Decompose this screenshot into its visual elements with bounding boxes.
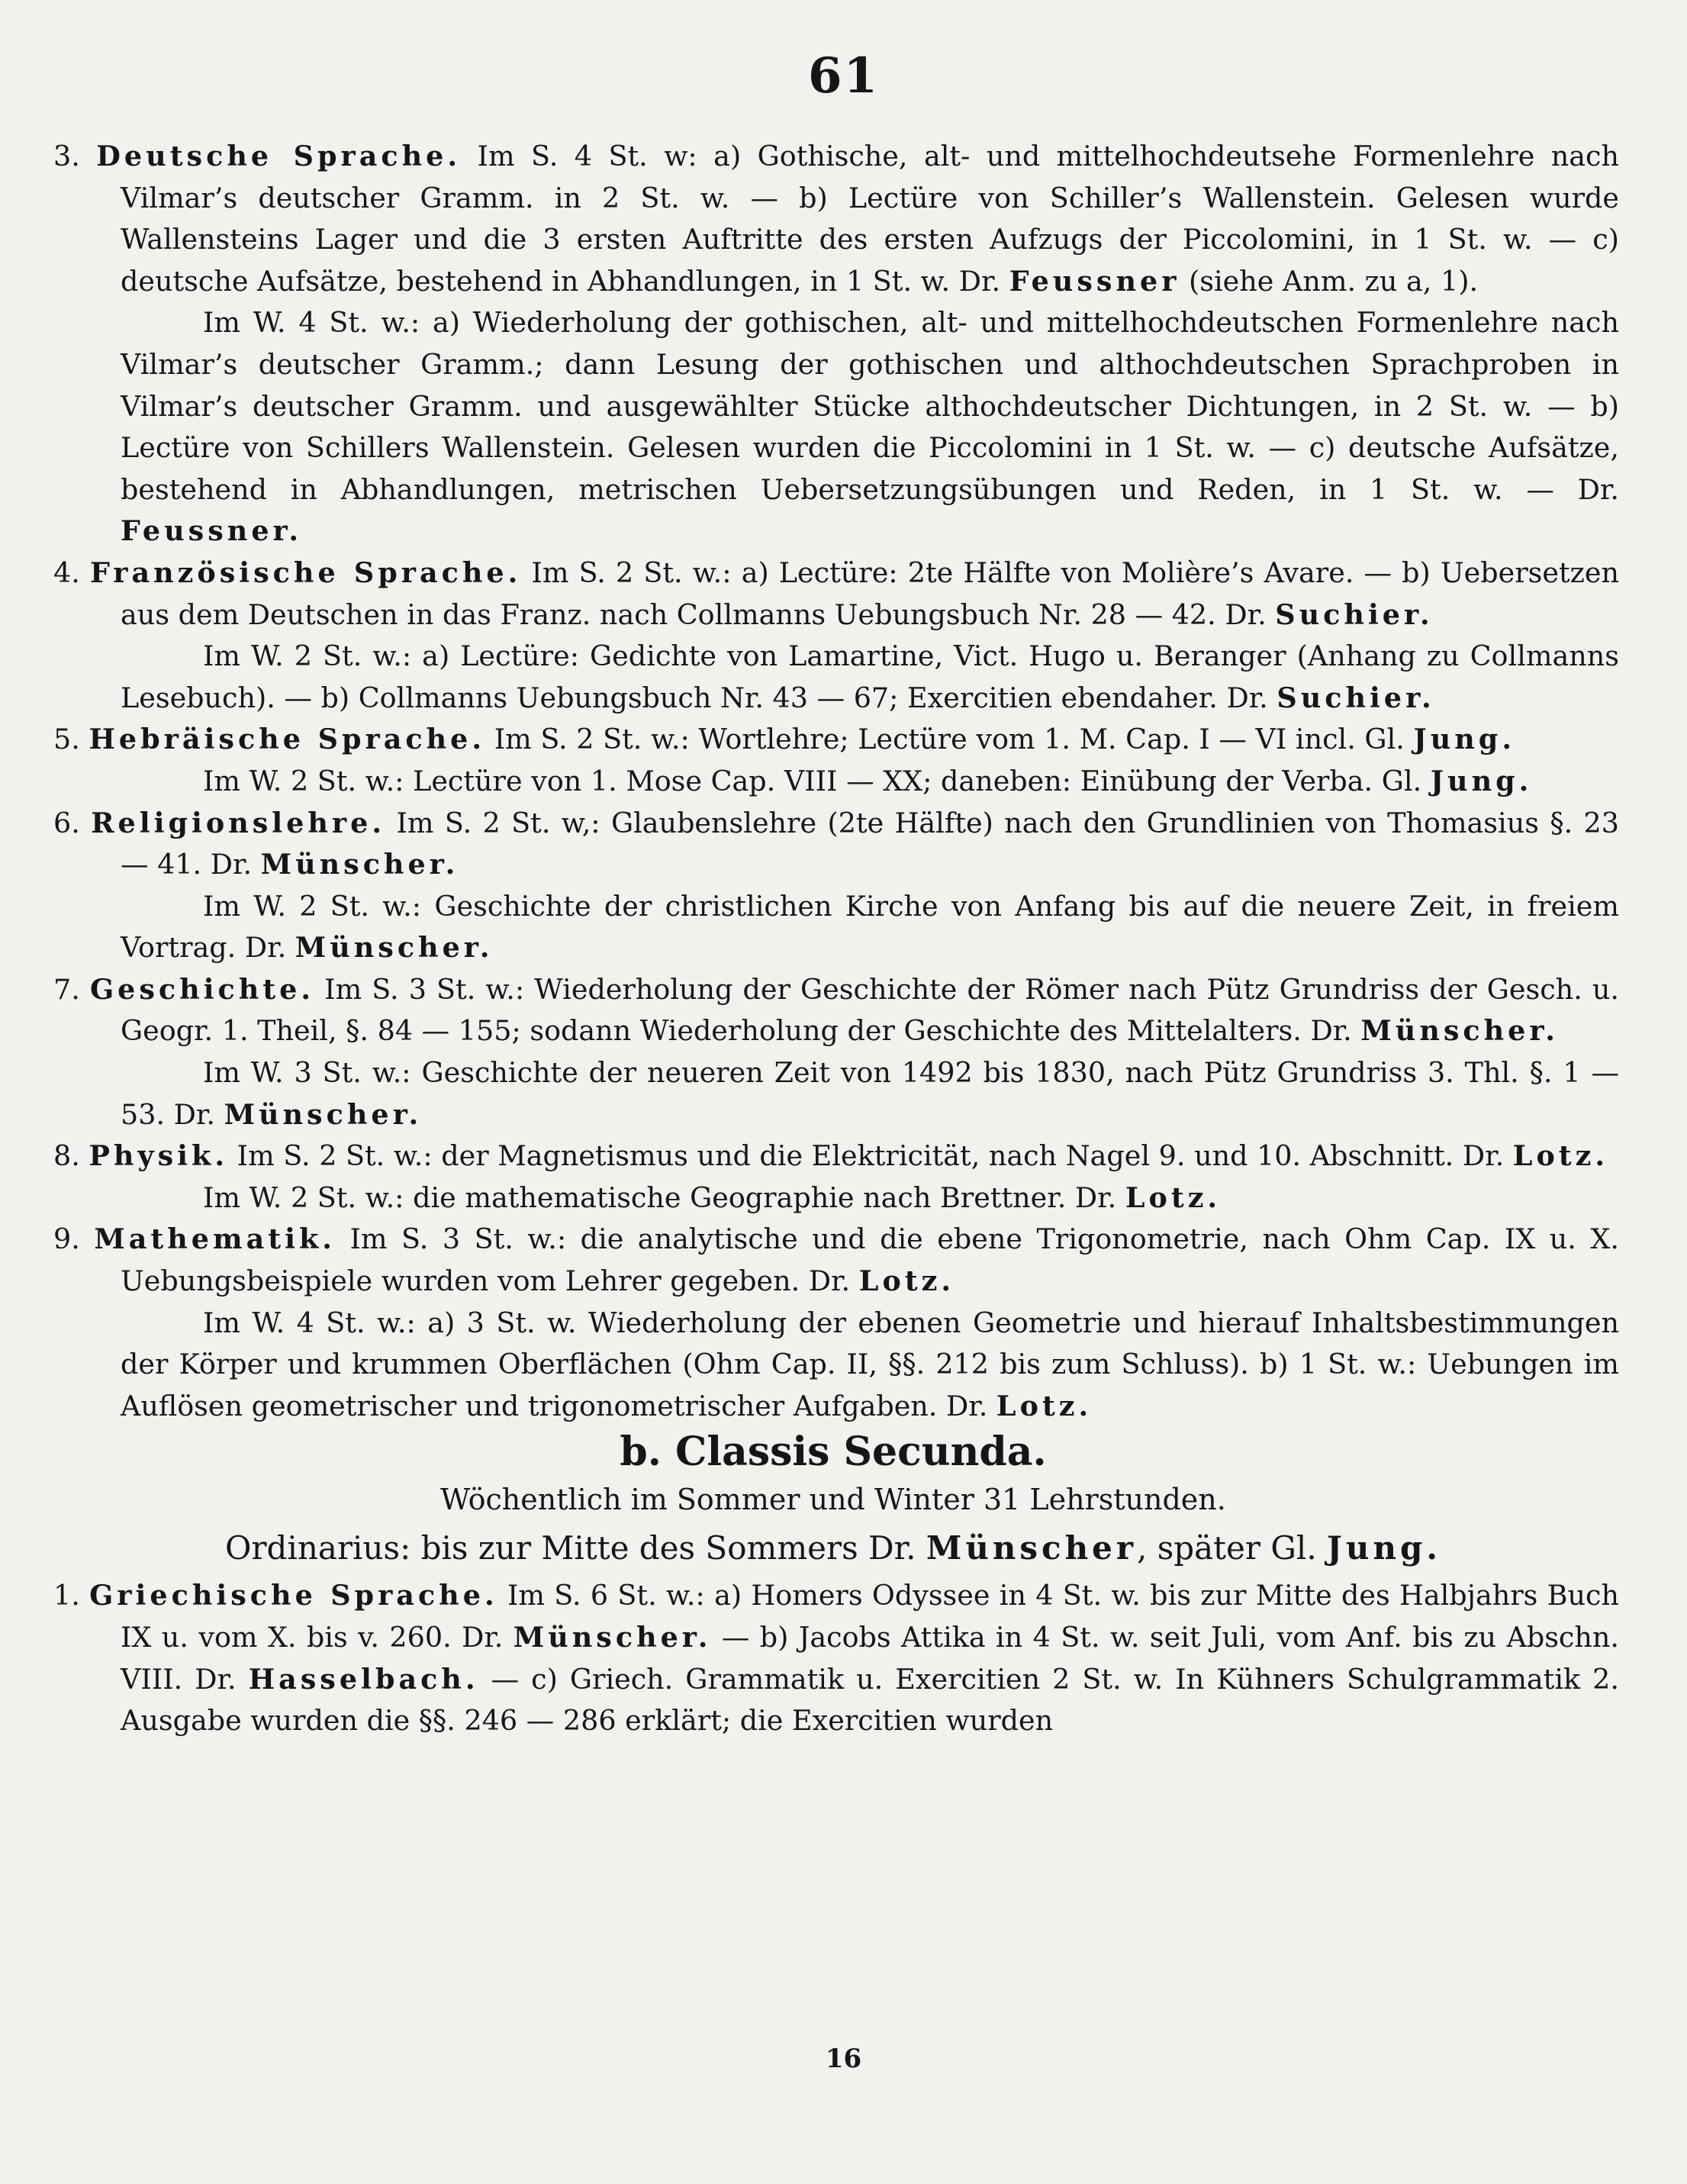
paragraph: [47, 1219, 1619, 1302]
text-run: Im S. 6 St. w.: a) Homers Odyssee in 4 St. w. bis zur Mitte des Halbjahrs Buch IX u. vom X. bis v. 260. Dr.: [121, 1579, 1619, 1654]
text-run: Wöchentlich im Sommer und Winter 31 Lehrstunden.: [440, 1483, 1226, 1517]
text-run: 5.: [53, 723, 89, 756]
spaced-term: Feussner: [1009, 264, 1180, 298]
text-run: Im S. 4 St. w: a) Gothische, alt- und mittelhochdeutsehe Formenlehre nach Vilmar’s deutscher Gramm. in 2 St. w. — b) Lectüre von Schiller’s Wallenstein. Gelesen wurde Wallensteins Lager und die 3 ersten Auftritte des ersten Aufzugs der Piccolomini, in 1 St. w. — c) deutsche Aufsätze, bestehend in Abhandlungen, in 1 St. w. Dr.: [121, 140, 1619, 298]
text-run: b. Classis Secunda.: [620, 1429, 1047, 1476]
paragraph: [47, 761, 1619, 803]
spaced-term: Lotz.: [858, 1264, 955, 1298]
text-run: Im W. 2 St. w.: Lectüre von 1. Mose Cap. VIII — XX; daneben: Einübung der Verba. Gl.: [203, 764, 1431, 797]
text-run: 1.: [53, 1579, 90, 1612]
paragraph: [47, 1135, 1619, 1177]
spaced-term: Münscher.: [513, 1621, 712, 1654]
spaced-term: Physik.: [89, 1139, 229, 1173]
text-run: Im W. 2 St. w.: Geschichte der christlichen Kirche von Anfang bis auf die neuere Zeit, in freiem Vortrag. Dr.: [121, 889, 1619, 965]
text-run: Im W. 2 St. w.: die mathematische Geographie nach Brettner. Dr.: [203, 1181, 1125, 1214]
section-heading: [47, 1427, 1619, 1477]
paragraph: [47, 719, 1619, 761]
text-run: — b) Jacobs Attika in 4 St. w. seit Juli, vom Anf. bis zu Abschn. VIII. Dr.: [121, 1621, 1619, 1696]
spaced-term: Suchier.: [1275, 598, 1434, 631]
spaced-term: Münscher.: [260, 848, 459, 881]
paragraph: [47, 969, 1619, 1052]
spaced-term: Jung.: [1413, 723, 1516, 756]
text-run: Im W. 3 St. w.: Geschichte der neueren Zeit von 1492 bis 1830, nach Pütz Grundriss 3. Thl. §. 1 — 53. Dr.: [121, 1056, 1619, 1131]
text-run: Im W. 2 St. w.: a) Lectüre: Gedichte von Lamartine, Vict. Hugo u. Beranger (Anhang zu Collmanns Lesebuch). — b) Collmanns Uebungsbuch Nr. 43 — 67; Exercitien ebendaher. Dr.: [121, 639, 1619, 714]
printer-signature: 16: [825, 2044, 862, 2074]
text-run: — c) Griech. Grammatik u. Exercitien 2 St. w. In Kühners Schulgrammatik 2. Ausgabe wurden die §§. 246 — 286 erklärt; die Exercitien wurden: [121, 1662, 1619, 1738]
text-run: Im W. 4 St. w.: a) Wiederholung der gothischen, alt- und mittelhochdeutschen Formenlehre nach Vilmar’s deutscher Gramm.; dann Lesung der gothischen und althochdeutschen Sprachproben in Vilmar’s deutscher Gramm. und ausgewählter Stücke althochdeutscher Dichtungen, in 2 St. w. — b) Lectüre von Schillers Wallenstein. Gelesen wurden die Piccolomini in 1 St. w. — c) deutsche Aufsätze, bestehend in Abhandlungen, metrischen Uebersetzungsübungen und Reden, in 1 St. w. — Dr.: [121, 306, 1619, 506]
text-run: 7.: [53, 972, 90, 1006]
spaced-term: Münscher.: [224, 1097, 423, 1131]
spaced-term: Religionslehre.: [91, 806, 386, 839]
text-run: 9.: [53, 1222, 95, 1256]
paragraph: [47, 886, 1619, 969]
spaced-term: Münscher: [926, 1529, 1137, 1567]
text-run: Im S. 2 St. w.: Wortlehre; Lectüre vom 1. M. Cap. I — VI incl. Gl.: [485, 723, 1414, 756]
spaced-term: Lotz.: [996, 1389, 1093, 1422]
spaced-term: Münscher.: [295, 931, 494, 965]
ordinarius-line: [47, 1522, 1619, 1575]
text-run: 3.: [53, 140, 97, 172]
spaced-term: Feussner.: [121, 514, 303, 548]
paragraph: [47, 136, 1619, 302]
page-number: 61: [807, 47, 880, 105]
spaced-term: Mathematik.: [94, 1222, 336, 1256]
spaced-term: Lotz.: [1512, 1139, 1609, 1173]
text-run: 4.: [53, 556, 90, 589]
spaced-term: Hebräische Sprache.: [89, 723, 486, 756]
text-run: 8.: [53, 1139, 89, 1173]
spaced-term: Lotz.: [1125, 1181, 1222, 1214]
text-run: , später Gl.: [1137, 1529, 1328, 1567]
spaced-term: Jung.: [1327, 1529, 1441, 1567]
spaced-term: Französische Sprache.: [89, 556, 522, 589]
spaced-term: Geschichte.: [89, 972, 315, 1006]
text-run: (siehe Anm. zu a, 1).: [1180, 264, 1479, 298]
paragraph: [47, 1177, 1619, 1219]
text-run: Im W. 4 St. w.: a) 3 St. w. Wiederholung der ebenen Geometrie und hierauf Inhaltsbestimmungen der Körper und krummen Oberflächen (Ohm Cap. II, §§. 212 bis zum Schluss). b) 1 St. w.: Uebungen im Auflösen geometrischer und trigonometrischer Aufgaben. Dr.: [121, 1306, 1619, 1422]
paragraph: [47, 1575, 1619, 1741]
paragraph: [47, 1052, 1619, 1135]
spaced-term: Deutsche Sprache.: [96, 140, 462, 172]
text-run: 6.: [53, 806, 92, 839]
section-subheading: [47, 1477, 1619, 1522]
body-text: [47, 136, 1619, 1742]
text-run: Im S. 2 St. w,: Glaubenslehre (2te Hälfte) nach den Grundlinien von Thomasius §. 23 — 41. Dr.: [121, 806, 1619, 881]
text-run: Im S. 2 St. w.: der Magnetismus und die Elektricität, nach Nagel 9. und 10. Abschnitt. Dr.: [228, 1139, 1513, 1173]
paragraph: [47, 1303, 1619, 1428]
text-run: Ordinarius: bis zur Mitte des Sommers Dr.: [225, 1529, 926, 1567]
paragraph: [47, 302, 1619, 552]
text-run: Im S. 3 St. w.: die analytische und die ebene Trigonometrie, nach Ohm Cap. IX u. X. Uebungsbeispiele wurden vom Lehrer gegeben. Dr.: [121, 1222, 1619, 1298]
paragraph: [47, 803, 1619, 886]
paragraph: [47, 636, 1619, 719]
spaced-term: Hasselbach.: [248, 1662, 479, 1696]
spaced-term: Griechische Sprache.: [89, 1579, 498, 1612]
text-run: Im S. 2 St. w.: a) Lectüre: 2te Hälfte von Molière’s Avare. — b) Uebersetzen aus dem Deutschen in das Franz. nach Collmanns Uebungsbuch Nr. 28 — 42. Dr.: [121, 556, 1619, 631]
paragraph: [47, 552, 1619, 636]
spaced-term: Suchier.: [1277, 681, 1435, 714]
text-run: Im S. 3 St. w.: Wiederholung der Geschichte der Römer nach Pütz Grundriss der Gesch. u. Geogr. 1. Theil, §. 84 — 155; sodann Wiederholung der Geschichte des Mittelalters. Dr.: [121, 972, 1620, 1048]
spaced-term: Jung.: [1430, 764, 1533, 797]
spaced-term: Münscher.: [1360, 1014, 1559, 1048]
